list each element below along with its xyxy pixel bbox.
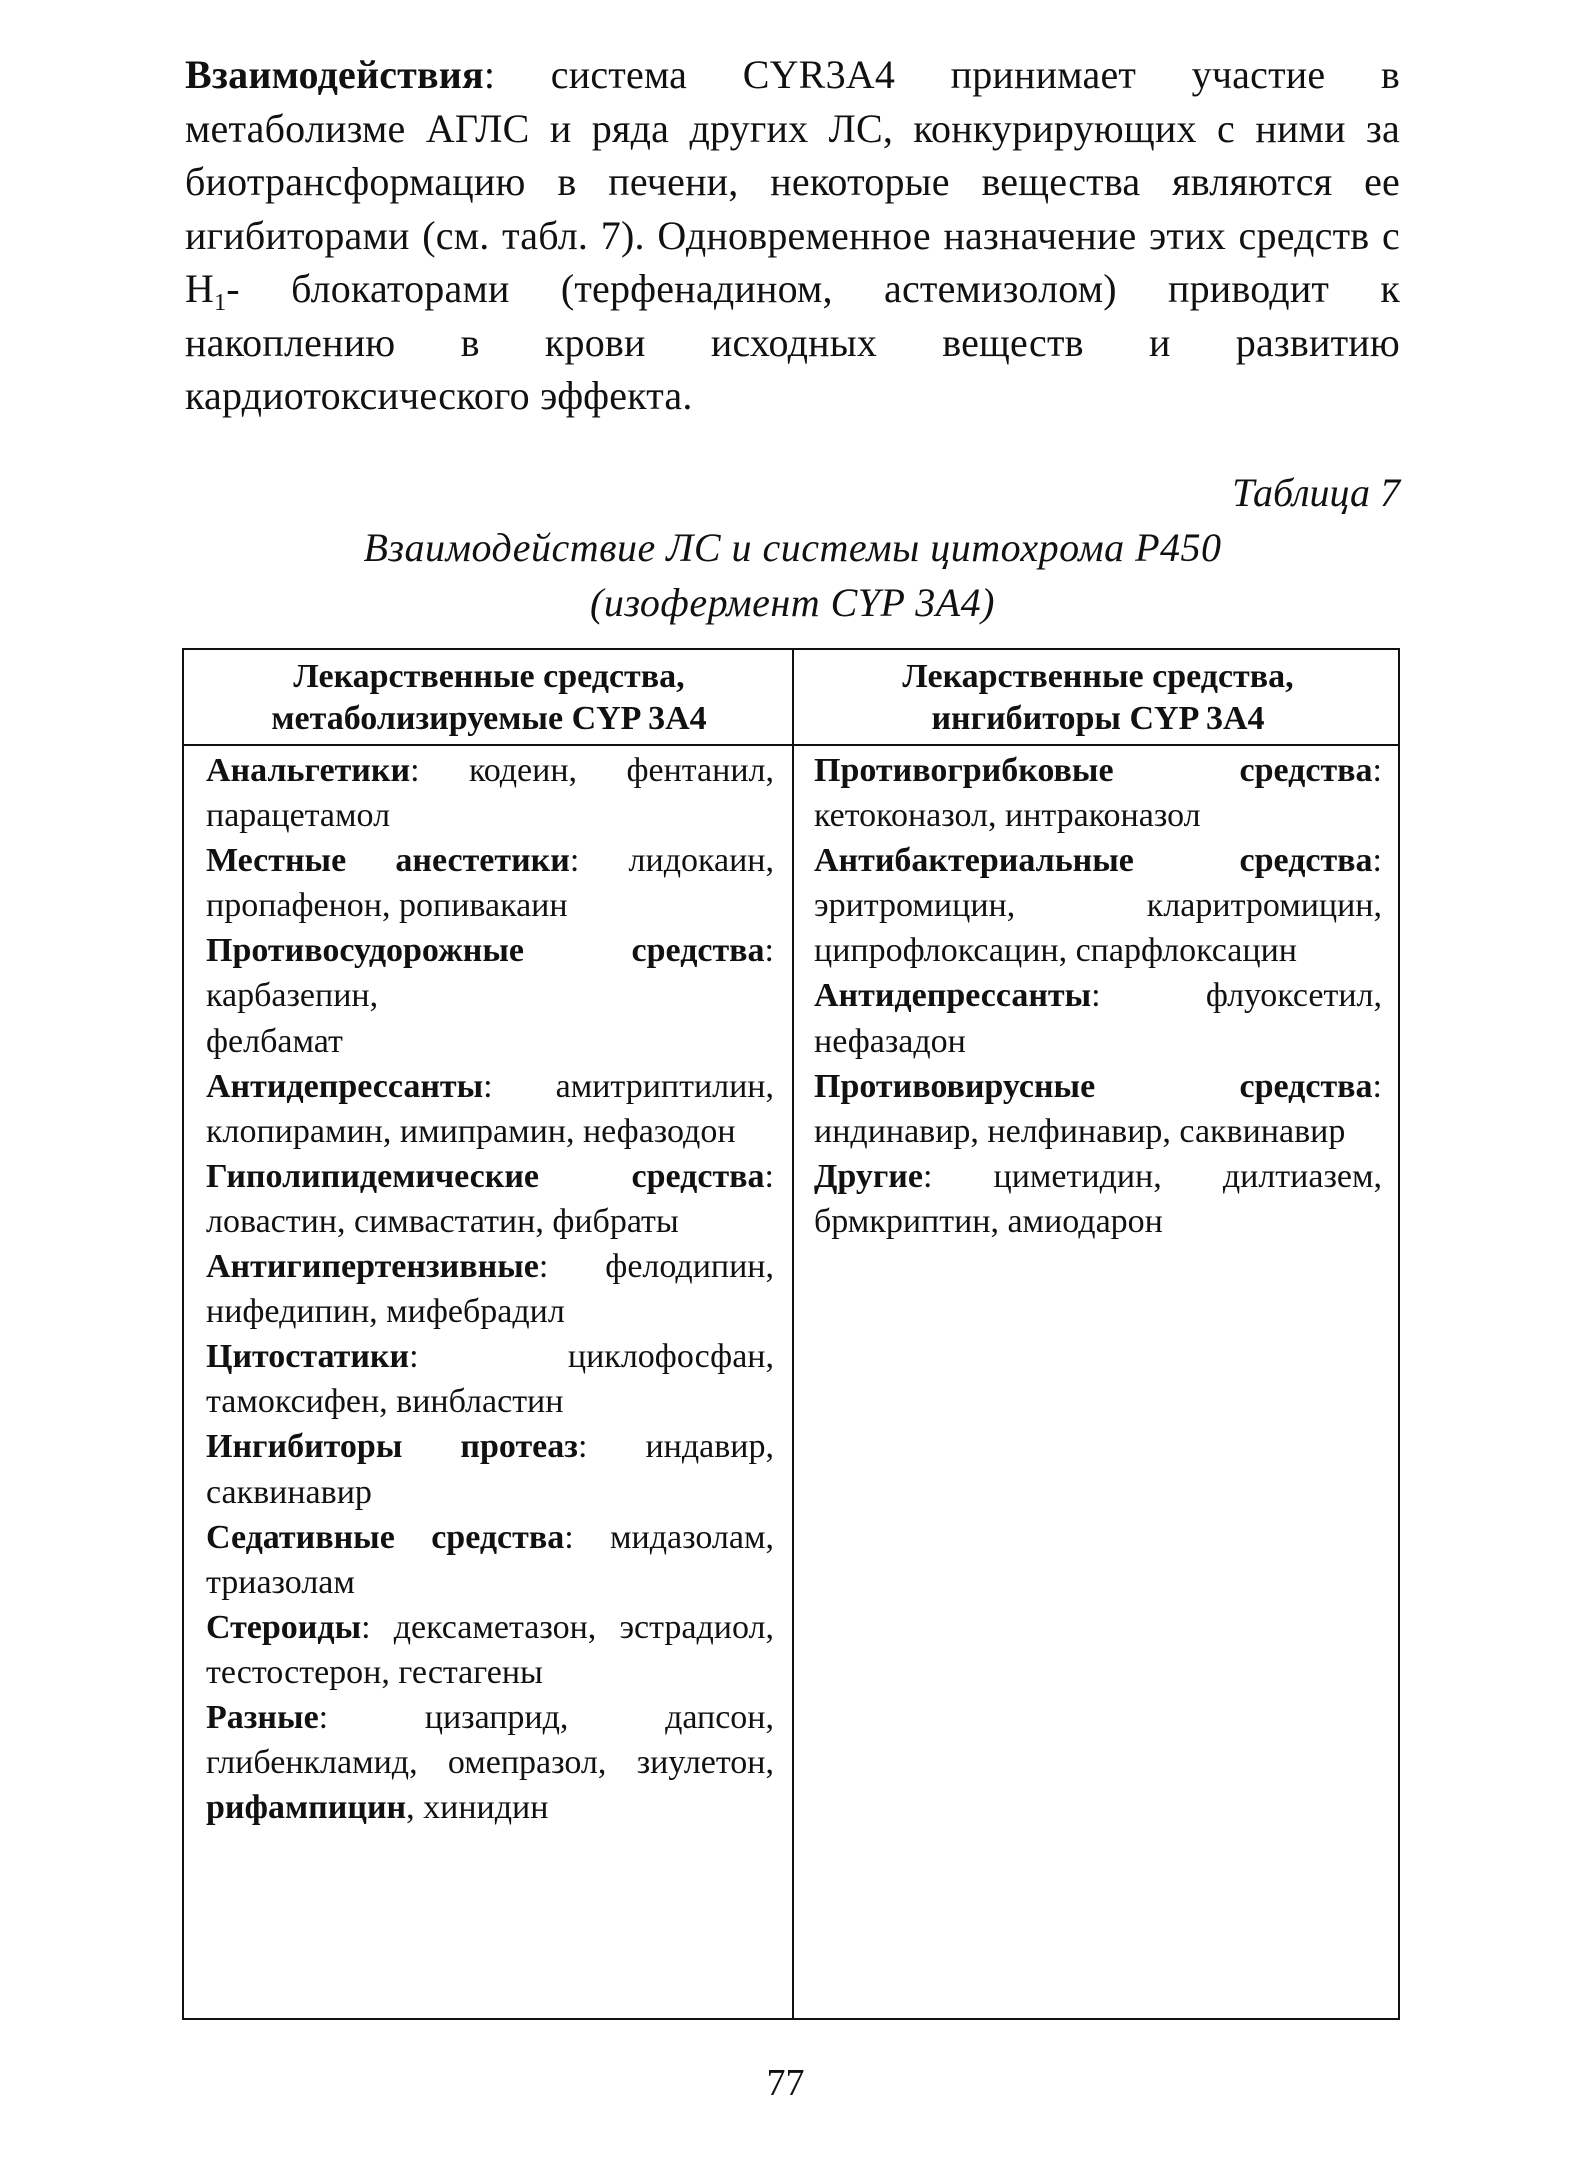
table-title-line2: (изофермент CYP 3A4) (590, 580, 995, 625)
drug-class-term: Местные анестетики (206, 842, 570, 880)
list-item (814, 838, 1382, 973)
page-number: 77 (766, 2062, 805, 2104)
drug-class-term: Ингибиторы протеаз (206, 1428, 578, 1466)
drug-class-term: Антидепрессанты (814, 977, 1092, 1015)
table-column-divider (792, 650, 794, 2018)
list-item (206, 1154, 774, 1244)
drug-list: : индавир, саквинавир (206, 1428, 774, 1511)
drug-list: : кодеин, фентанил, парацетамол (206, 752, 774, 835)
list-item (814, 1064, 1382, 1154)
drug-list: : индинавир, нелфинавир, саквинавир (814, 1067, 1382, 1150)
table-header-left-line1: Лекарственные средства, (293, 658, 685, 695)
drug-list: : ловастин, симвастатин, фибраты (206, 1157, 774, 1240)
drug-class-term: Антидепрессанты (206, 1067, 484, 1105)
drug-list: : флуоксетил, нефазадон (814, 977, 1382, 1060)
list-item (206, 1695, 774, 1830)
drug-class-term: Противогрибковые средства (814, 752, 1373, 789)
drug-class-term: Гиполипидемические средства (206, 1157, 765, 1195)
drug-list: : амитриптилин, клопирамин, имипрамин, нефазодон (206, 1067, 774, 1150)
list-item (206, 1605, 774, 1695)
drug-list: : фелодипин, нифедипин, мифебрадил (206, 1248, 774, 1331)
drug-list: : кетоконазол, интраконазол (814, 752, 1382, 835)
list-item (814, 748, 1382, 838)
intro-text-part2: - блокаторами (терфенадином, астемизолом) приводит к накоплению в крови исходных веществ и развитию кардиотоксического эффекта. (185, 266, 1400, 418)
drug-list: фелбамат (206, 1022, 343, 1060)
table-header-left (194, 656, 784, 742)
drug-list: : циметидин, дилтиазем, брмкриптин, амиодарон (814, 1157, 1382, 1240)
list-item (206, 838, 774, 928)
drug-list: : карбазепин, (206, 932, 774, 1015)
drug-list: : эритромицин, кларитромицин, ципрофлоксацин, спарфлоксацин (814, 842, 1382, 970)
table-label: Таблица 7 (1232, 470, 1400, 515)
intro-text-part1: : система CYR3A4 принимает участие в метаболизме АГЛС и ряда других ЛС, конкурирующих с ними за биотрансформацию в печени, некоторые вещества являются ее игибиторами (см. табл. 7). Одновременное назначение этих средств с Н (185, 52, 1400, 311)
drug-class-term: Седативные средства (206, 1518, 565, 1556)
table-title-line1: Взаимодействие ЛС и системы цитохрома Р450 (363, 525, 1222, 570)
list-item (206, 1244, 774, 1334)
drug-list: : цизаприд, дапсон, глибенкламид, омепразол, зиулетон, (206, 1698, 774, 1782)
table-header-left-line2: метаболизируемые CYP 3A4 (271, 700, 707, 737)
drug-class-term: Стероиды (206, 1608, 362, 1646)
list-item (206, 748, 774, 838)
table-column-inhibitors (814, 748, 1382, 1244)
drug-class-term: Разные (206, 1698, 319, 1736)
drug-highlight: рифампицин (206, 1789, 407, 1827)
list-item (206, 1515, 774, 1605)
drug-class-term: Анальгетики (206, 752, 411, 789)
list-item (206, 1019, 774, 1064)
intro-paragraph (185, 48, 1400, 423)
list-item (206, 1334, 774, 1424)
intro-bold-lead: Взаимодействия (185, 52, 484, 97)
table-header-divider (184, 744, 1398, 746)
list-item (206, 928, 774, 1018)
table-header-right-line1: Лекарственные средства, (902, 658, 1294, 695)
table-header-right-line2: ингибиторы CYP 3A4 (931, 700, 1265, 737)
drug-class-term: Антибактериальные средства (814, 842, 1373, 880)
intro-subscript: 1 (214, 290, 227, 316)
drug-class-term: Противовирусные средства (814, 1067, 1373, 1105)
interaction-table (182, 648, 1400, 2020)
drug-list: : лидокаин, пропафенон, ропивакаин (206, 842, 774, 925)
table-column-metabolized (206, 748, 774, 1830)
drug-list-tail: , хинидин (406, 1789, 549, 1827)
table-header-right (804, 656, 1392, 742)
table-title (185, 520, 1400, 630)
drug-class-term: Цитостатики (206, 1338, 410, 1376)
drug-list: : дексаметазон, эстрадиол, тестостерон, гестагены (206, 1608, 774, 1691)
list-item (206, 1424, 774, 1514)
drug-class-term: Другие (814, 1157, 923, 1195)
list-item (814, 973, 1382, 1063)
drug-class-term: Антигипертензивные (206, 1248, 539, 1286)
drug-list: : циклофосфан, тамоксифен, винбластин (206, 1338, 774, 1421)
list-item (206, 1064, 774, 1154)
list-item (814, 1154, 1382, 1244)
drug-class-term: Противосудорожные средства (206, 932, 765, 970)
drug-list: : мидазолам, триазолам (206, 1518, 774, 1601)
